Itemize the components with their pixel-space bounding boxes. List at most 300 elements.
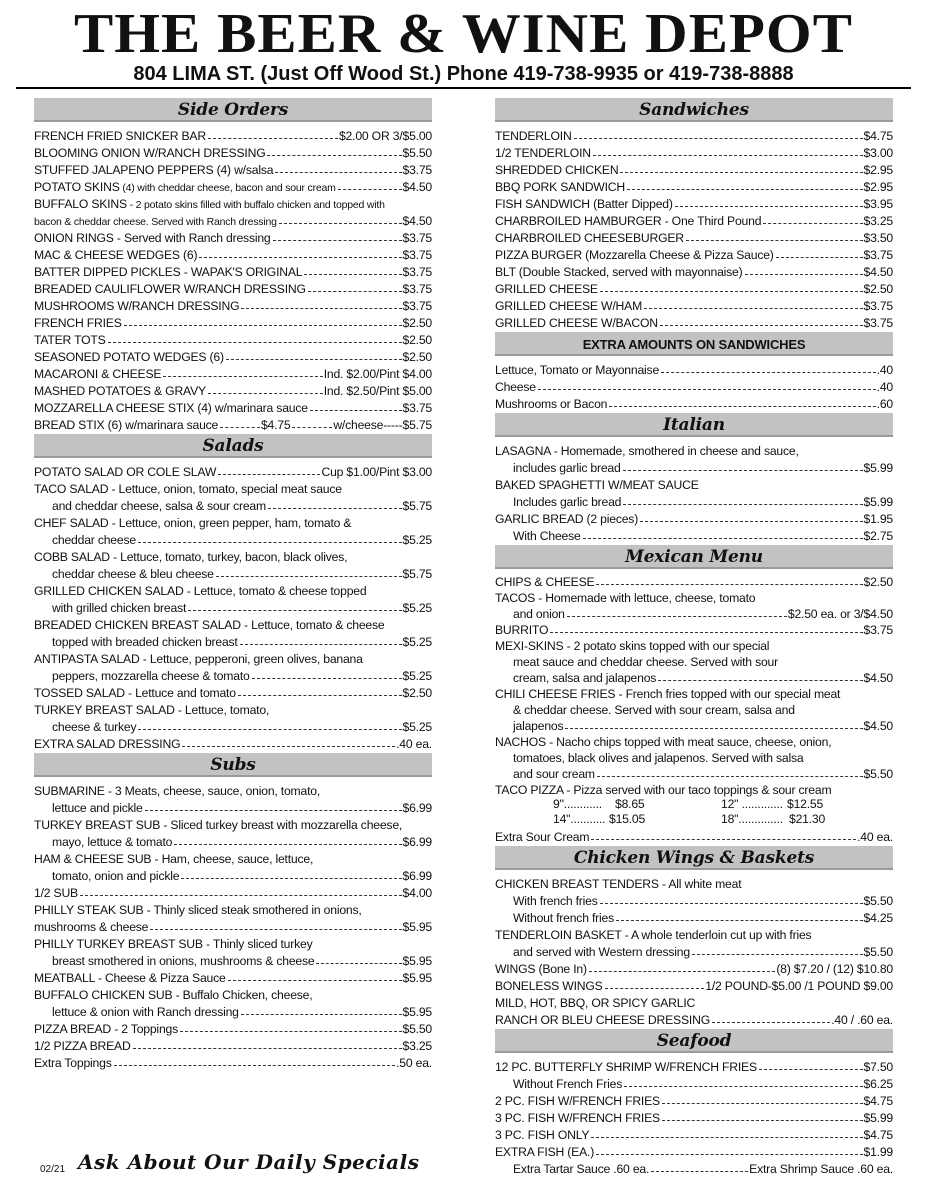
item-name [34, 333, 106, 347]
menu-item [34, 330, 432, 347]
item-name-text: MAC & CHEESE WEDGES (6) [34, 248, 198, 262]
menu-item [34, 700, 432, 717]
leader [188, 610, 401, 611]
item-name-text: and served with Western dressing [513, 945, 690, 959]
tartar-sauce: Extra Tartar Sauce .60 ea. [513, 1162, 650, 1176]
item-name-text: TACO SALAD - Lettuce, onion, tomato, special meat sauce [34, 482, 342, 496]
item-name [495, 197, 673, 211]
item-name [52, 669, 250, 683]
item-name [34, 401, 308, 415]
menu-item [495, 475, 893, 492]
item-name-text: tomato, onion and pickle [52, 869, 180, 883]
item-name [52, 720, 136, 734]
item-name [495, 380, 536, 394]
item-name-text: BURRITO [495, 623, 549, 637]
menu-item [495, 126, 893, 143]
leader [252, 678, 402, 679]
menu-item [495, 1125, 893, 1142]
menu-item [34, 1053, 432, 1070]
item-name [52, 801, 143, 815]
item-price: $6.99 [402, 801, 432, 815]
size-price: $12.55 [787, 797, 824, 811]
item-description: bacon & cheddar cheese. Served with Ranch dressing [34, 216, 277, 228]
menu-item [34, 1019, 432, 1036]
item-name-text: FRENCH FRIED SNICKER BAR [34, 129, 206, 143]
item-name-text: WINGS (Bone In) [495, 962, 587, 976]
item-name [34, 903, 362, 917]
extras-list [495, 360, 893, 411]
menu-item [495, 177, 893, 194]
menu-item [495, 313, 893, 330]
leader [591, 839, 856, 840]
item-name [495, 1013, 710, 1027]
leader [651, 1171, 748, 1172]
item-name [495, 928, 811, 942]
menu-item [495, 143, 893, 160]
item-name-text: and cheddar cheese, salsa & sour cream [52, 499, 266, 513]
item-name-text: TENDERLOIN BASKET - A whole tenderloin cut up with fries [495, 928, 812, 942]
item-name [513, 703, 795, 717]
menu-item [34, 866, 432, 883]
item-name [34, 418, 218, 432]
menu-item [495, 685, 893, 701]
item-name-text: EXTRA SALAD DRESSING [34, 737, 181, 751]
leader [218, 474, 320, 475]
item-name [52, 567, 214, 581]
item-name [495, 575, 594, 589]
item-name [34, 384, 206, 398]
item-name-text: CHICKEN BREAST TENDERS - All white meat [495, 877, 742, 891]
item-price: $2.95 [863, 163, 893, 177]
extra-sauce-row [495, 1159, 893, 1176]
menu-item [34, 364, 432, 381]
leader [745, 274, 863, 275]
item-name [34, 971, 226, 985]
item-price: $5.25 [402, 720, 432, 734]
address-phone: 804 LIMA ST. (Just Off Wood St.) Phone 419-738-9935 or 419-738-8888 [133, 63, 794, 85]
item-name [34, 920, 148, 934]
item-name [495, 214, 761, 228]
item-name [34, 737, 180, 751]
leader [199, 257, 401, 258]
leader [609, 406, 875, 407]
leader [133, 1048, 402, 1049]
item-price: $4.50 [863, 719, 893, 733]
item-name [495, 687, 840, 701]
menu-item [34, 313, 432, 330]
item-name-text: GRILLED CHICKEN SALAD - Lettuce, tomato & cheese topped [34, 584, 367, 598]
item-name-text: TATER TOTS [34, 333, 106, 347]
subs-list [34, 781, 432, 1070]
item-price: 1/2 POUND-$5.00 /1 POUND $9.00 [705, 979, 893, 993]
item-name-text: 2 PC. FISH W/FRENCH FRIES [495, 1094, 660, 1108]
item-name [52, 835, 172, 849]
item-name-text: CHEF SALAD - Lettuce, onion, green pepper, ham, tomato & [34, 516, 352, 530]
item-name-text: breast smothered in onions, mushrooms & cheese [52, 954, 315, 968]
section-title-italian: Italian [495, 413, 893, 437]
item-name [495, 397, 607, 411]
leader [220, 427, 260, 428]
item-name-text: PIZZA BREAD - 2 Toppings [34, 1022, 178, 1036]
item-name-text: STUFFED JALAPENO PEPPERS (4) w/salsa [34, 163, 274, 177]
item-name [495, 1111, 660, 1125]
item-name-text: 1/2 PIZZA BREAD [34, 1039, 131, 1053]
menu-item [34, 547, 432, 564]
menu-item [34, 832, 432, 849]
item-name [34, 818, 402, 832]
item-name-text: HAM & CHEESE SUB - Ham, cheese, sauce, lettuce, [34, 852, 314, 866]
item-name-text: TACO PIZZA - Pizza served with our taco toppings & sour cream [495, 783, 832, 797]
item-price: Ind. $2.50/Pint $5.00 [323, 384, 432, 398]
item-name-text: POTATO SKINS [34, 180, 120, 194]
leader [624, 1086, 862, 1087]
leader [565, 728, 862, 729]
item-name [513, 911, 614, 925]
item-price: $5.50 [863, 767, 893, 781]
item-name [513, 945, 690, 959]
menu-item [34, 968, 432, 985]
item-price: (8) $7.20 / (12) $10.80 [776, 962, 893, 976]
shrimp-sauce: Extra Shrimp Sauce .60 ea. [749, 1162, 893, 1176]
item-price: .40 ea. [396, 737, 432, 751]
menu-item [34, 279, 432, 296]
item-price: $1.95 [863, 512, 893, 526]
item-price: .40 / .60 ea. [831, 1013, 893, 1027]
leader [658, 680, 862, 681]
section-title-extras: EXTRA AMOUNTS ON SANDWICHES [495, 332, 893, 356]
menu-item [495, 765, 893, 781]
item-name [495, 282, 598, 296]
item-name-text: RANCH OR BLEU CHEESE DRESSING [495, 1013, 710, 1027]
item-price: $3.75 [863, 248, 893, 262]
item-name-text: SHREDDED CHICKEN [495, 163, 619, 177]
menu-item [495, 458, 893, 475]
size-label: 12" ............. [721, 797, 783, 811]
item-price: $4.50 [863, 671, 893, 685]
item-price: $3.95 [863, 197, 893, 211]
item-name-text: TENDERLOIN [495, 129, 572, 143]
item-name [495, 265, 743, 279]
menu-item [495, 441, 893, 458]
item-name-text: With french fries [513, 894, 598, 908]
menu-item [34, 513, 432, 530]
item-name-text: peppers, mozzarella cheese & tomato [52, 669, 250, 683]
item-name [52, 1005, 239, 1019]
size-price: $21.30 [789, 812, 826, 826]
menu-item [495, 262, 893, 279]
print-date: 02/21 [40, 1164, 66, 1175]
menu-item [34, 900, 432, 917]
item-name [495, 316, 658, 330]
item-price: $2.50 [863, 575, 893, 589]
menu-item [495, 377, 893, 394]
item-price: $3.75 [402, 401, 432, 415]
item-name [52, 954, 314, 968]
section-title-seafood: Seafood [495, 1029, 893, 1053]
header-divider [16, 87, 911, 89]
menu-item [34, 1002, 432, 1019]
leader [661, 372, 876, 373]
item-price: $3.75 [402, 282, 432, 296]
item-name-text: PHILLY TURKEY BREAST SUB - Thinly sliced turkey [34, 937, 313, 951]
item-name [34, 265, 302, 279]
item-name-text: 1/2 TENDERLOIN [495, 146, 591, 160]
menu-item [495, 733, 893, 749]
leader [644, 308, 862, 309]
item-price: $5.25 [402, 669, 432, 683]
menu-item [495, 279, 893, 296]
item-name [495, 591, 755, 605]
item-price: $4.75 [863, 129, 893, 143]
item-price: $4.25 [863, 911, 893, 925]
item-name-text: BREADED CAULIFLOWER W/RANCH DRESSING [34, 282, 306, 296]
menu-item [34, 598, 432, 615]
leader [316, 963, 401, 964]
item-name-text: includes garlic bread [513, 461, 621, 475]
item-name-text: Lettuce, Tomato or Mayonnaise [495, 363, 660, 377]
item-price: $5.25 [402, 533, 432, 547]
leader [596, 1154, 862, 1155]
item-name [495, 248, 774, 262]
leader [279, 223, 402, 224]
item-name-text: CHARBROILED HAMBURGER - One Third Pound [495, 214, 762, 228]
daily-specials-note: Ask About Our Daily Specials [78, 1150, 420, 1174]
item-price: $4.50 [402, 180, 432, 194]
item-price: $5.99 [863, 495, 893, 509]
menu-item [495, 211, 893, 228]
menu-item [34, 1036, 432, 1053]
menu-item [495, 669, 893, 685]
item-name [34, 282, 306, 296]
item-price: $2.50 [402, 686, 432, 700]
item-name [34, 784, 320, 798]
menu-item [495, 749, 893, 765]
item-name [34, 852, 313, 866]
item-name-text: 1/2 SUB [34, 886, 78, 900]
item-price: $3.75 [863, 299, 893, 313]
item-price: $5.50 [402, 146, 432, 160]
item-name [495, 129, 572, 143]
menu-item [495, 891, 893, 908]
leader [304, 274, 401, 275]
item-name-text: jalapenos [513, 719, 564, 733]
item-name-text: PHILLY STEAK SUB - Thinly sliced steak smothered in onions, [34, 903, 362, 917]
size-label: 9"............ [553, 797, 602, 811]
item-name [495, 877, 741, 891]
leader [591, 1137, 862, 1138]
item-name [34, 146, 265, 160]
item-name [34, 129, 206, 143]
item-name [495, 735, 831, 749]
size-price: $8.65 [615, 797, 645, 811]
menu-item [495, 1108, 893, 1125]
leader [174, 844, 401, 845]
menu-item [495, 993, 893, 1010]
item-name [495, 1128, 589, 1142]
italian-list [495, 441, 893, 543]
size-label: 14"........... [553, 812, 606, 826]
menu-item [34, 262, 432, 279]
item-name [495, 512, 638, 526]
leader [241, 308, 401, 309]
leader [150, 929, 401, 930]
menu-item [34, 564, 432, 581]
menu-item [34, 462, 432, 479]
item-price: $6.99 [402, 869, 432, 883]
menu-item [34, 126, 432, 143]
item-name [52, 533, 136, 547]
menu-item [34, 632, 432, 649]
leader [662, 1103, 863, 1104]
item-name [495, 639, 769, 653]
item-name-text: BREADED CHICKEN BREAST SALAD - Lettuce, tomato & cheese [34, 618, 385, 632]
menu-item [34, 347, 432, 364]
item-price: $3.75 [402, 299, 432, 313]
item-name-text: 3 PC. FISH ONLY [495, 1128, 590, 1142]
leader [180, 1031, 402, 1032]
menu-item [495, 908, 893, 925]
item-price: $5.99 [863, 461, 893, 475]
salads-list [34, 462, 432, 751]
item-price: $5.50 [863, 945, 893, 959]
item-name [513, 671, 656, 685]
leader [627, 189, 862, 190]
leader [759, 1069, 863, 1070]
size-price: $15.05 [609, 812, 646, 826]
taco-pizza-sizes-row-2 [495, 812, 893, 827]
menu-item [495, 637, 893, 653]
item-name [495, 163, 618, 177]
section-title-sandwiches: Sandwiches [495, 98, 893, 122]
item-name-text: cheddar cheese & bleu cheese [52, 567, 214, 581]
menu-item [495, 621, 893, 637]
item-name-text: GARLIC BREAD (2 pieces) [495, 512, 639, 526]
leader [181, 878, 401, 879]
leader [80, 895, 402, 896]
item-name [34, 937, 312, 951]
menu-item [495, 605, 893, 621]
item-name-text: GRILLED CHEESE W/BACON [495, 316, 658, 330]
menu-item [34, 194, 432, 211]
leader [268, 508, 402, 509]
item-name [34, 299, 239, 313]
leader [596, 584, 862, 585]
right-column [495, 96, 893, 1176]
leader [600, 903, 863, 904]
item-name-text: and onion [513, 607, 565, 621]
item-name-text: BBQ PORK SANDWICH [495, 180, 626, 194]
size-label: 18".............. [721, 812, 783, 826]
leader [108, 342, 402, 343]
item-price: $3.50 [863, 231, 893, 245]
leader [163, 376, 322, 377]
item-name-text: CHARBROILED CHEESEBURGER [495, 231, 684, 245]
leader [660, 325, 863, 326]
side-orders-list [34, 126, 432, 432]
item-price: .60 [876, 397, 893, 411]
item-name-text: Extra Toppings [34, 1056, 112, 1070]
item-name [34, 686, 236, 700]
section-title-side-orders: Side Orders [34, 98, 432, 122]
item-name-text: TOSSED SALAD - Lettuce and tomato [34, 686, 236, 700]
leader [292, 427, 332, 428]
item-name-text: Cheese [495, 380, 536, 394]
item-name-text: BAKED SPAGHETTI W/MEAT SAUCE [495, 478, 699, 492]
menu-item [495, 360, 893, 377]
leader [589, 971, 775, 972]
item-name [34, 367, 161, 381]
leader [240, 644, 402, 645]
item-price: $3.75 [863, 316, 893, 330]
item-name [513, 719, 563, 733]
item-name [34, 214, 277, 228]
item-name [495, 1060, 757, 1074]
menu-item [495, 701, 893, 717]
item-name-text: Without French Fries [513, 1077, 623, 1091]
item-price: $1.99 [863, 1145, 893, 1159]
leader [238, 695, 402, 696]
item-name-text: ONION RINGS - Served with Ranch dressing [34, 231, 271, 245]
leader [640, 521, 862, 522]
leader [228, 980, 402, 981]
item-name [495, 444, 799, 458]
item-name [495, 146, 591, 160]
item-name-text: MILD, HOT, BBQ, OR SPICY GARLIC [495, 996, 696, 1010]
item-name [495, 1094, 660, 1108]
item-name [52, 635, 238, 649]
item-name-text: with grilled chicken breast [52, 601, 187, 615]
item-name-text: cheese & turkey [52, 720, 137, 734]
leader [273, 240, 402, 241]
item-price: $5.50 [402, 1022, 432, 1036]
item-name [495, 478, 699, 492]
item-name-text: mayo, lettuce & tomato [52, 835, 173, 849]
item-price: $4.75 [863, 1128, 893, 1142]
item-name-text: BUFFALO CHICKEN SUB - Buffalo Chicken, cheese, [34, 988, 313, 1002]
item-price: $3.75 [863, 623, 893, 637]
item-name-text: and sour cream [513, 767, 595, 781]
item-description: (4) with cheddar cheese, bacon and sour cream [119, 182, 336, 194]
leader [712, 1022, 830, 1023]
menu-item [495, 1142, 893, 1159]
menu-item [495, 492, 893, 509]
menu-item [34, 177, 432, 194]
leader [182, 746, 395, 747]
item-name [34, 1039, 131, 1053]
item-price: $5.75 [402, 499, 432, 513]
menu-item [495, 1010, 893, 1027]
leader [550, 632, 862, 633]
leader [675, 206, 863, 207]
item-price: .40 [876, 380, 893, 394]
left-column [34, 96, 432, 1070]
wings-list [495, 874, 893, 1027]
item-name-text: CHILI CHEESE FRIES - French fries topped with our special meat [495, 687, 841, 701]
item-name-text: POTATO SALAD OR COLE SLAW [34, 465, 217, 479]
item-price: $3.00 [863, 146, 893, 160]
item-name [34, 197, 385, 211]
item-name-text: CHIPS & CHEESE [495, 575, 595, 589]
item-name [513, 751, 803, 765]
leader [692, 954, 863, 955]
item-name [34, 180, 336, 194]
menu-item [495, 509, 893, 526]
item-name [34, 231, 271, 245]
item-name-text: GRILLED CHEESE [495, 282, 598, 296]
menu-item [34, 683, 432, 700]
item-name [34, 350, 224, 364]
menu-item [34, 296, 432, 313]
